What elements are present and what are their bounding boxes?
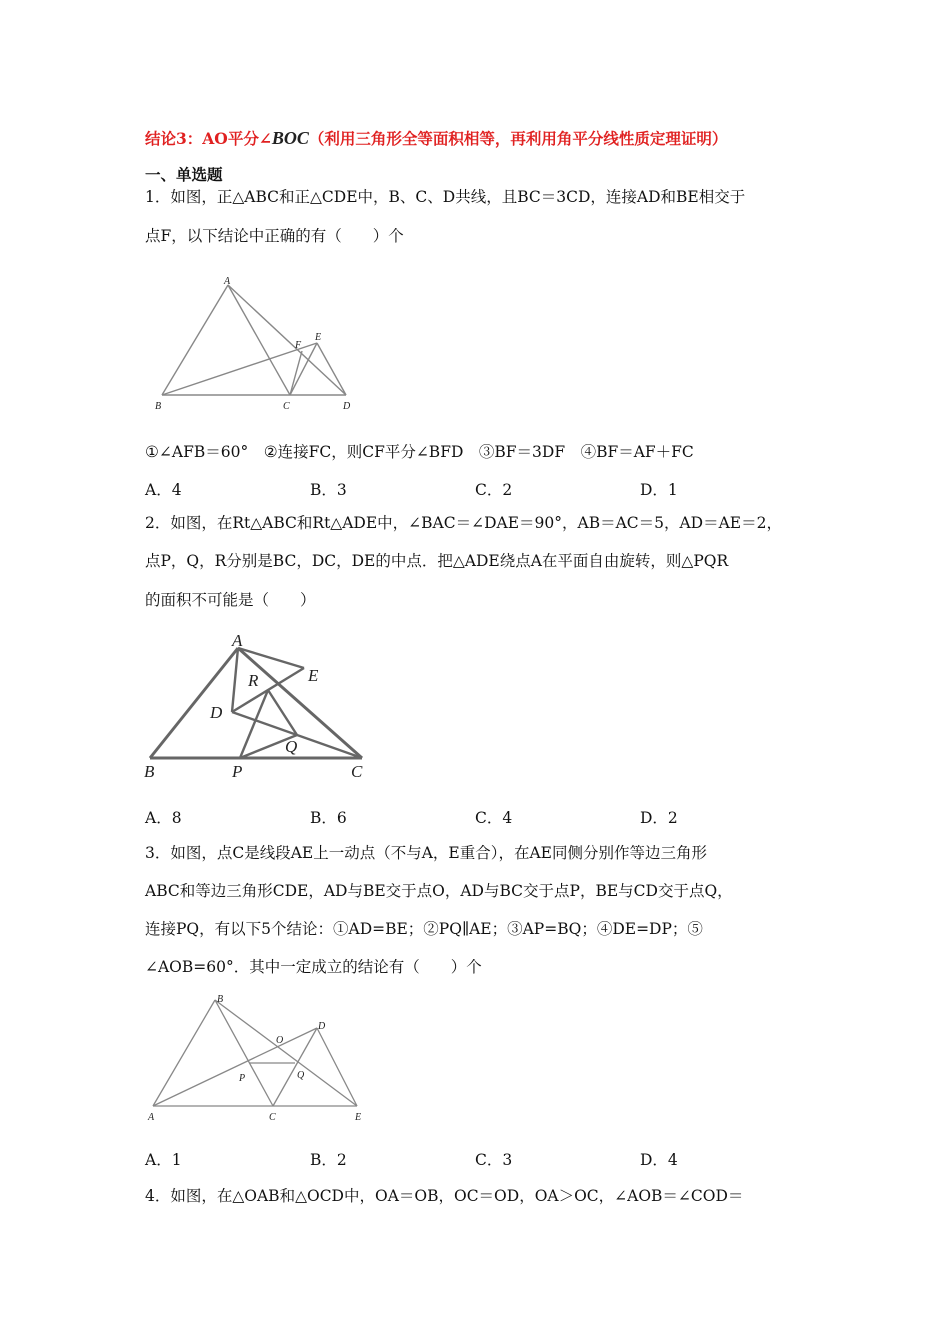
q1-seg-ac — [228, 285, 290, 395]
conclusion-heading — [145, 128, 727, 149]
q1-figure — [150, 275, 360, 415]
q1-option-a[interactable]: A．4 — [145, 481, 182, 499]
q4-text-line1: 4．如图，在△OAB和△OCD中，OA＝OB，OC＝OD，OA＞OC，∠AOB＝∠COD＝ — [145, 1187, 744, 1205]
q3-text-line2: ABC和等边三角形CDE，AD与BE交于点O，AD与BC交于点P，BE与CD交于点Q， — [145, 882, 733, 900]
q2-label-p: P — [232, 762, 243, 781]
heading-suffix: （利用三角形全等面积相等，再利用角平分线性质定理证明） — [308, 129, 728, 148]
q3-seg-ad — [153, 1028, 317, 1106]
q3-label-a: A — [148, 1112, 155, 1123]
q3-label-c: C — [269, 1112, 276, 1123]
q1-option-c[interactable]: C．2 — [475, 481, 513, 499]
q1-label-b: B — [155, 401, 162, 412]
q3-figure — [145, 990, 375, 1125]
q3-label-d: D — [318, 1021, 326, 1032]
q2-label-e: E — [308, 666, 319, 685]
q3-seg-be — [215, 1000, 357, 1106]
q1-statements: ①∠AFB＝60° ②连接FC，则CF平分∠BFD ③BF＝3DF ④BF＝AF＋FC — [145, 443, 694, 461]
q3-label-o: O — [276, 1035, 284, 1046]
q1-text-line2: 点F，以下结论中正确的有（ ）个 — [145, 227, 404, 245]
q3-label-q: Q — [297, 1070, 305, 1081]
q2-text-line2: 点P，Q，R分别是BC，DC，DE的中点．把△ADE绕点A在平面自由旋转，则△PQR — [145, 552, 729, 570]
q3-label-e: E — [355, 1112, 362, 1123]
q2-option-c[interactable]: C．4 — [475, 809, 513, 827]
q2-label-a: A — [232, 631, 243, 650]
q1-seg-ab — [162, 285, 228, 395]
q2-text-line3: 的面积不可能是（ ） — [145, 591, 316, 609]
q3-text-line1: 3．如图，点C是线段AE上一动点（不与A，E重合），在AE同侧分别作等边三角形 — [145, 844, 707, 862]
q3-seg-ab — [153, 1000, 215, 1106]
q2-label-c: C — [351, 762, 363, 781]
q2-seg-ad — [232, 648, 238, 712]
q3-option-b[interactable]: B．2 — [310, 1151, 347, 1169]
q3-text-line3: 连接PQ，有以下5个结论：①AD=BE；②PQ∥AE；③AP=BQ；④DE=DP；⑤ — [145, 920, 703, 938]
q3-option-a[interactable]: A．1 — [145, 1151, 182, 1169]
q2-seg-ab — [150, 648, 238, 758]
q2-seg-ac — [238, 648, 362, 758]
q2-label-b: B — [144, 762, 155, 781]
q3-text-line4: ∠AOB=60°．其中一定成立的结论有（ ）个 — [145, 958, 482, 976]
q1-label-d: D — [343, 401, 351, 412]
q2-figure — [140, 628, 380, 783]
heading-prefix: 结论3：AO平分∠ — [145, 129, 272, 148]
heading-angle: BOC — [271, 128, 309, 148]
q1-label-c: C — [283, 401, 290, 412]
q1-option-b[interactable]: B．3 — [310, 481, 347, 499]
q1-label-f: F — [295, 340, 302, 351]
q2-label-d: D — [210, 703, 223, 722]
q1-option-d[interactable]: D．1 — [640, 481, 678, 499]
q2-option-b[interactable]: B．6 — [310, 809, 347, 827]
q1-label-e: E — [315, 332, 322, 343]
q3-label-p: P — [239, 1073, 246, 1084]
q1-seg-fc — [290, 351, 302, 395]
q3-seg-de — [317, 1028, 357, 1106]
q3-label-b: B — [217, 994, 224, 1005]
q1-seg-ad — [228, 285, 346, 395]
q2-text-line1: 2．如图，在Rt△ABC和Rt△ADE中，∠BAC＝∠DAE＝90°，AB＝AC＝5，AD＝AE＝2， — [145, 514, 782, 532]
q2-label-r: R — [248, 671, 259, 690]
section-title: 一、单选题 — [145, 165, 223, 184]
q1-label-a: A — [224, 276, 231, 287]
q2-option-a[interactable]: A．8 — [145, 809, 182, 827]
q3-option-d[interactable]: D．4 — [640, 1151, 678, 1169]
q2-option-d[interactable]: D．2 — [640, 809, 678, 827]
q1-seg-de — [317, 343, 346, 395]
q2-label-q: Q — [285, 737, 298, 756]
q1-text-line1: 1．如图，正△ABC和正△CDE中，B、C、D共线，且BC＝3CD，连接AD和BE相交于 — [145, 188, 746, 206]
q3-option-c[interactable]: C．3 — [475, 1151, 513, 1169]
